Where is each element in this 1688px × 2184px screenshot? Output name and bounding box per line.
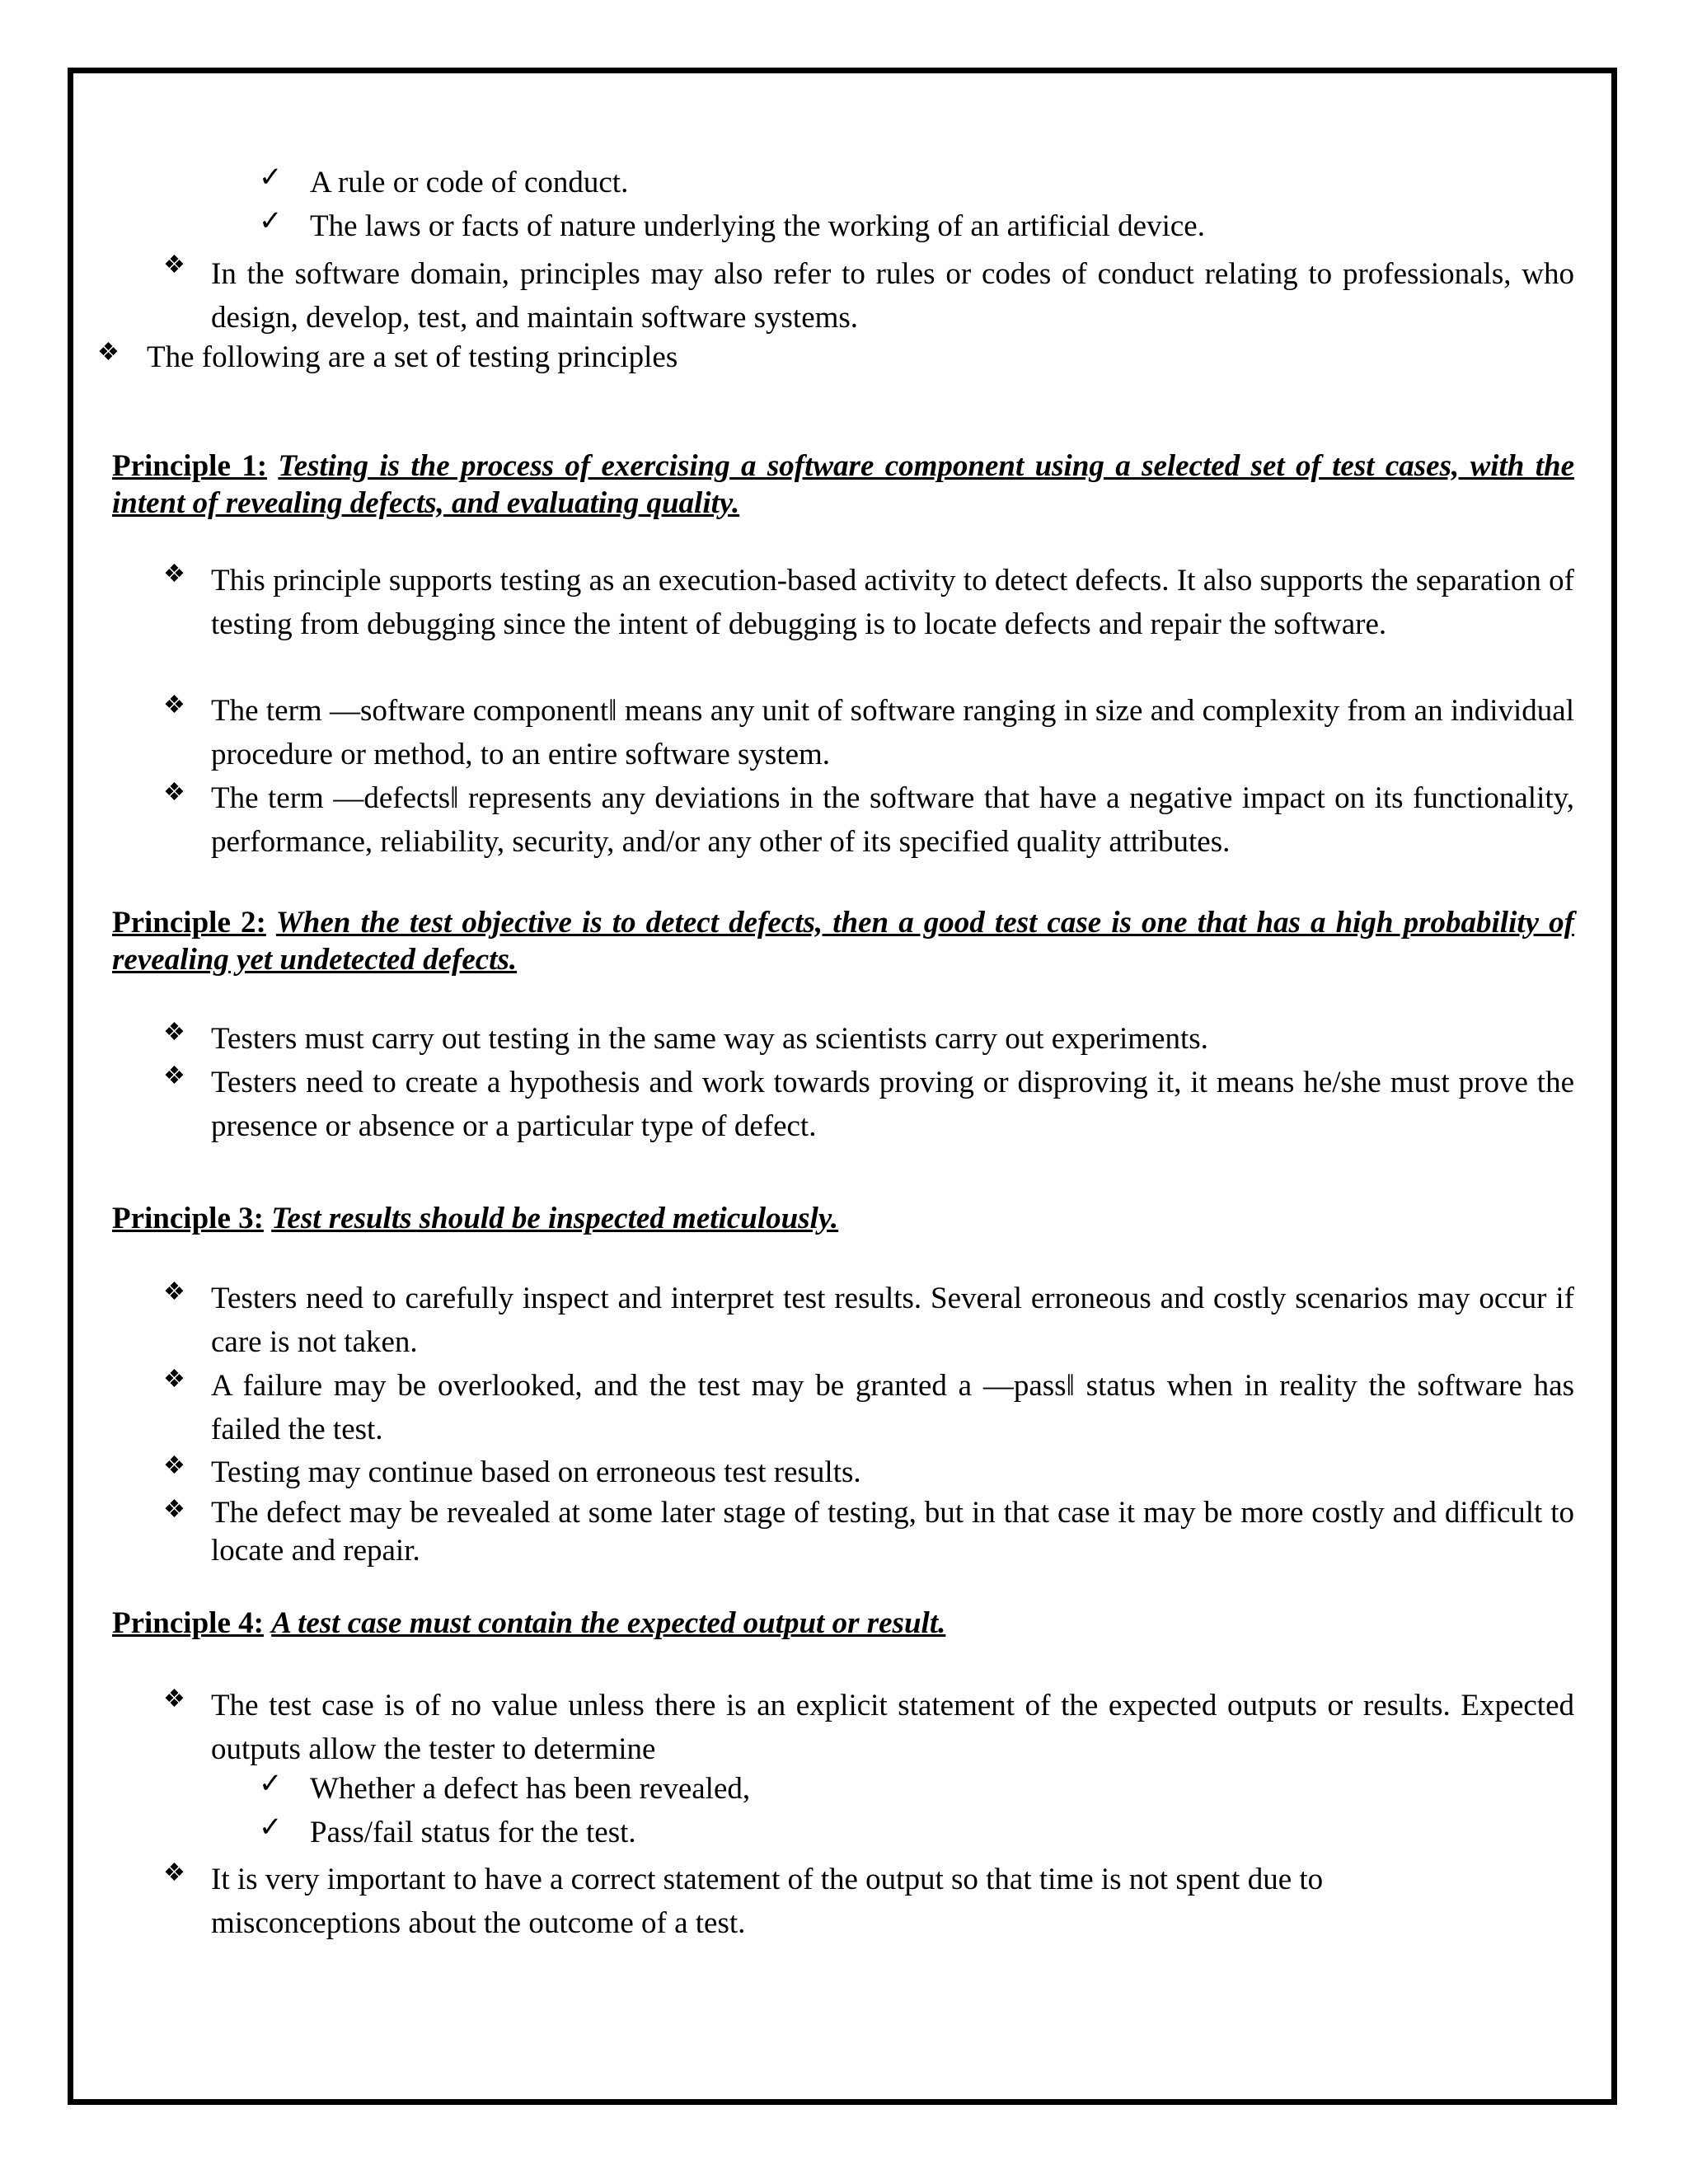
principle-label: Principle 3: bbox=[112, 1202, 264, 1235]
check-icon: ✓ bbox=[259, 1812, 283, 1843]
check-icon: ✓ bbox=[259, 162, 283, 193]
diamond-bullet-icon: ❖ bbox=[163, 1366, 185, 1393]
diamond-bullet-icon: ❖ bbox=[97, 339, 120, 366]
diamond-bullet-icon: ❖ bbox=[163, 1452, 185, 1479]
principle-2-heading bbox=[112, 904, 1574, 978]
principle-label: Principle 4: bbox=[112, 1606, 264, 1640]
diamond-bullet-icon: ❖ bbox=[163, 251, 185, 279]
principle-statement: A test case must contain the expected output or result. bbox=[271, 1606, 946, 1640]
principle-4-bullet: It is very important to have a correct statement of the output so that time is not spent due to misconceptions about the outcome of a test. bbox=[211, 1863, 1324, 1940]
diamond-bullet-icon: ❖ bbox=[163, 1685, 185, 1713]
intro-check-item: The laws or facts of nature underlying the working of an artificial device. bbox=[310, 209, 1205, 243]
diamond-bullet-icon: ❖ bbox=[163, 779, 185, 806]
principle-4-check-item: Pass/fail status for the test. bbox=[310, 1816, 636, 1849]
check-icon: ✓ bbox=[259, 206, 283, 237]
principle-4-bullet: The test case is of no value unless there is an explicit statement of the expected outputs or results. Expected outputs allow the tester to determine bbox=[211, 1689, 1574, 1766]
principle-4-heading bbox=[112, 1605, 1574, 1642]
diamond-bullet-icon: ❖ bbox=[163, 1062, 185, 1090]
domain-bullet-text: In the software domain, principles may also refer to rules or codes of conduct relating to professionals, who design, develop, test, and maintain software systems. bbox=[211, 257, 1574, 335]
principle-1-bullet: The term ―software component‖ means any unit of software ranging in size and complexity from an individual procedure or method, to an entire software system. bbox=[211, 694, 1574, 771]
principle-statement: Testing is the process of exercising a software component using a selected set of test cases, with the intent of revealing defects, and evaluating quality. bbox=[112, 449, 1574, 520]
intro-check-item: A rule or code of conduct. bbox=[310, 166, 629, 199]
principle-label: Principle 2: bbox=[112, 906, 266, 940]
principle-2-bullet: Testers need to create a hypothesis and work towards proving or disproving it, it means he/she must prove the presence or absence or a particular type of defect. bbox=[211, 1066, 1574, 1143]
diamond-bullet-icon: ❖ bbox=[163, 1019, 185, 1046]
check-icon: ✓ bbox=[259, 1769, 283, 1799]
principle-statement: Test results should be inspected meticulously. bbox=[271, 1202, 839, 1235]
principle-label: Principle 1: bbox=[112, 449, 268, 483]
principle-3-bullet: The defect may be revealed at some later stage of testing, but in that case it may be more costly and difficult to locate and repair. bbox=[211, 1496, 1574, 1568]
principle-3-heading bbox=[112, 1200, 1574, 1237]
principle-2-bullet: Testers must carry out testing in the same way as scientists carry out experiments. bbox=[211, 1022, 1208, 1056]
principle-statement: When the test objective is to detect defects, then a good test case is one that has a high probability of revealing yet undetected defects. bbox=[112, 906, 1574, 977]
diamond-bullet-icon: ❖ bbox=[163, 560, 185, 588]
diamond-bullet-icon: ❖ bbox=[163, 691, 185, 719]
principle-3-bullet: A failure may be overlooked, and the test may be granted a ―pass‖ status when in reality the software has failed the test. bbox=[211, 1369, 1574, 1446]
principle-1-heading bbox=[112, 448, 1574, 522]
following-text: The following are a set of testing principles bbox=[147, 340, 678, 374]
diamond-bullet-icon: ❖ bbox=[163, 1859, 185, 1886]
principle-4-check-item: Whether a defect has been revealed, bbox=[310, 1772, 751, 1806]
principle-3-bullet: Testing may continue based on erroneous test results. bbox=[211, 1455, 861, 1489]
principle-1-bullet: The term ―defects‖ represents any deviations in the software that have a negative impact on its functionality, performance, reliability, security, and/or any other of its specified quality attributes. bbox=[211, 781, 1574, 859]
principle-3-bullet: Testers need to carefully inspect and interpret test results. Several erroneous and costly scenarios may occur if care is not taken. bbox=[211, 1282, 1574, 1359]
principle-1-bullet: This principle supports testing as an execution-based activity to detect defects. It also supports the separation of testing from debugging since the intent of debugging is to locate defects and repair the software. bbox=[211, 564, 1574, 641]
diamond-bullet-icon: ❖ bbox=[163, 1496, 185, 1523]
diamond-bullet-icon: ❖ bbox=[163, 1278, 185, 1305]
